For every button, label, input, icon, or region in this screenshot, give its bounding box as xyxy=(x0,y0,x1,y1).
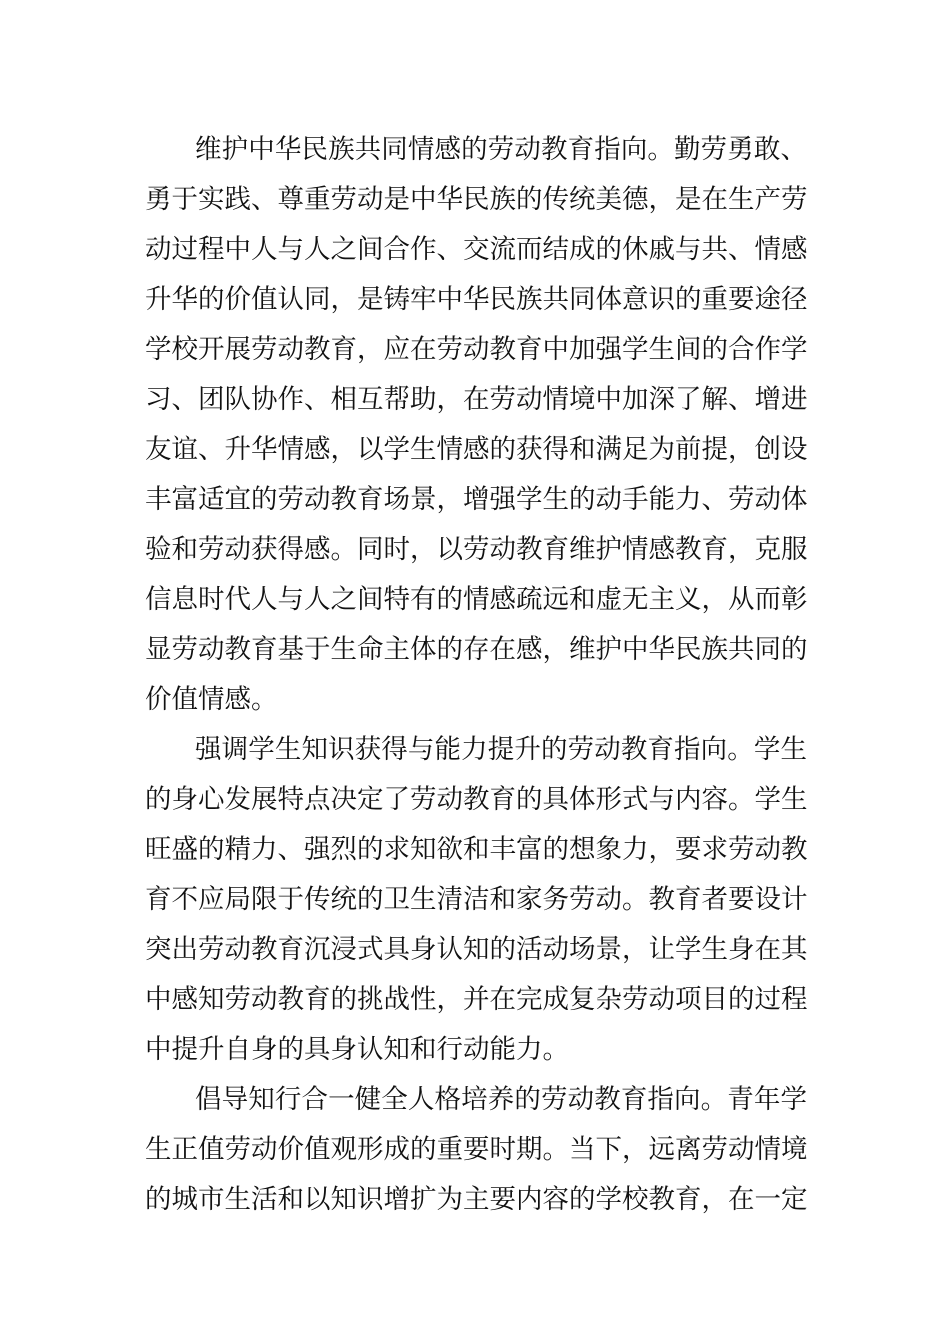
paragraph-1-line-2: 勇于实践、尊重劳动是中华民族的传统美德，是在生产劳 xyxy=(145,184,808,215)
paragraph-1-line-6: 习、团队协作、相互帮助，在劳动情境中加深了解、增进 xyxy=(145,384,808,415)
paragraph-3-line-3: 的城市生活和以知识增扩为主要内容的学校教育，在一定 xyxy=(145,1184,808,1215)
paragraph-1-line-11: 显劳动教育基于生命主体的存在感，维护中华民族共同的 xyxy=(145,634,808,665)
paragraph-2-line-7: 中提升自身的具身认知和行动能力。 xyxy=(145,1034,569,1065)
paragraph-1-line-8: 丰富适宜的劳动教育场景，增强学生的动手能力、劳动体 xyxy=(145,484,808,515)
paragraph-3-line-2: 生正值劳动价值观形成的重要时期。当下，远离劳动情境 xyxy=(145,1134,808,1165)
paragraph-1-line-1: 维护中华民族共同情感的劳动教育指向。勤劳勇敢、 xyxy=(195,134,807,165)
paragraph-1-line-7: 友谊、升华情感，以学生情感的获得和满足为前提，创设 xyxy=(145,434,808,465)
paragraph-2-line-1: 强调学生知识获得与能力提升的劳动教育指向。学生 xyxy=(195,734,807,765)
paragraph-1-line-10: 信息时代人与人之间特有的情感疏远和虚无主义，从而彰 xyxy=(145,584,808,615)
paragraph-2-line-5: 突出劳动教育沉浸式具身认知的活动场景，让学生身在其 xyxy=(145,934,808,965)
paragraph-1-line-3: 动过程中人与人之间合作、交流而结成的休戚与共、情感 xyxy=(145,234,808,265)
paragraph-3-line-1: 倡导知行合一健全人格培养的劳动教育指向。青年学 xyxy=(195,1084,807,1115)
paragraph-2-line-6: 中感知劳动教育的挑战性，并在完成复杂劳动项目的过程 xyxy=(145,984,808,1015)
paragraph-1-line-9: 验和劳动获得感。同时，以劳动教育维护情感教育，克服 xyxy=(145,534,808,565)
paragraph-2-line-4: 育不应局限于传统的卫生清洁和家务劳动。教育者要设计 xyxy=(145,884,808,915)
paragraph-2-line-2: 的身心发展特点决定了劳动教育的具体形式与内容。学生 xyxy=(145,784,808,815)
paragraph-2-line-3: 旺盛的精力、强烈的求知欲和丰富的想象力，要求劳动教 xyxy=(145,834,808,865)
paragraph-1-line-4: 升华的价值认同，是铸牢中华民族共同体意识的重要途径 xyxy=(145,284,808,315)
paragraph-1-line-5: 学校开展劳动教育，应在劳动教育中加强学生间的合作学 xyxy=(145,334,808,365)
paragraph-1-line-12: 价值情感。 xyxy=(145,684,278,715)
